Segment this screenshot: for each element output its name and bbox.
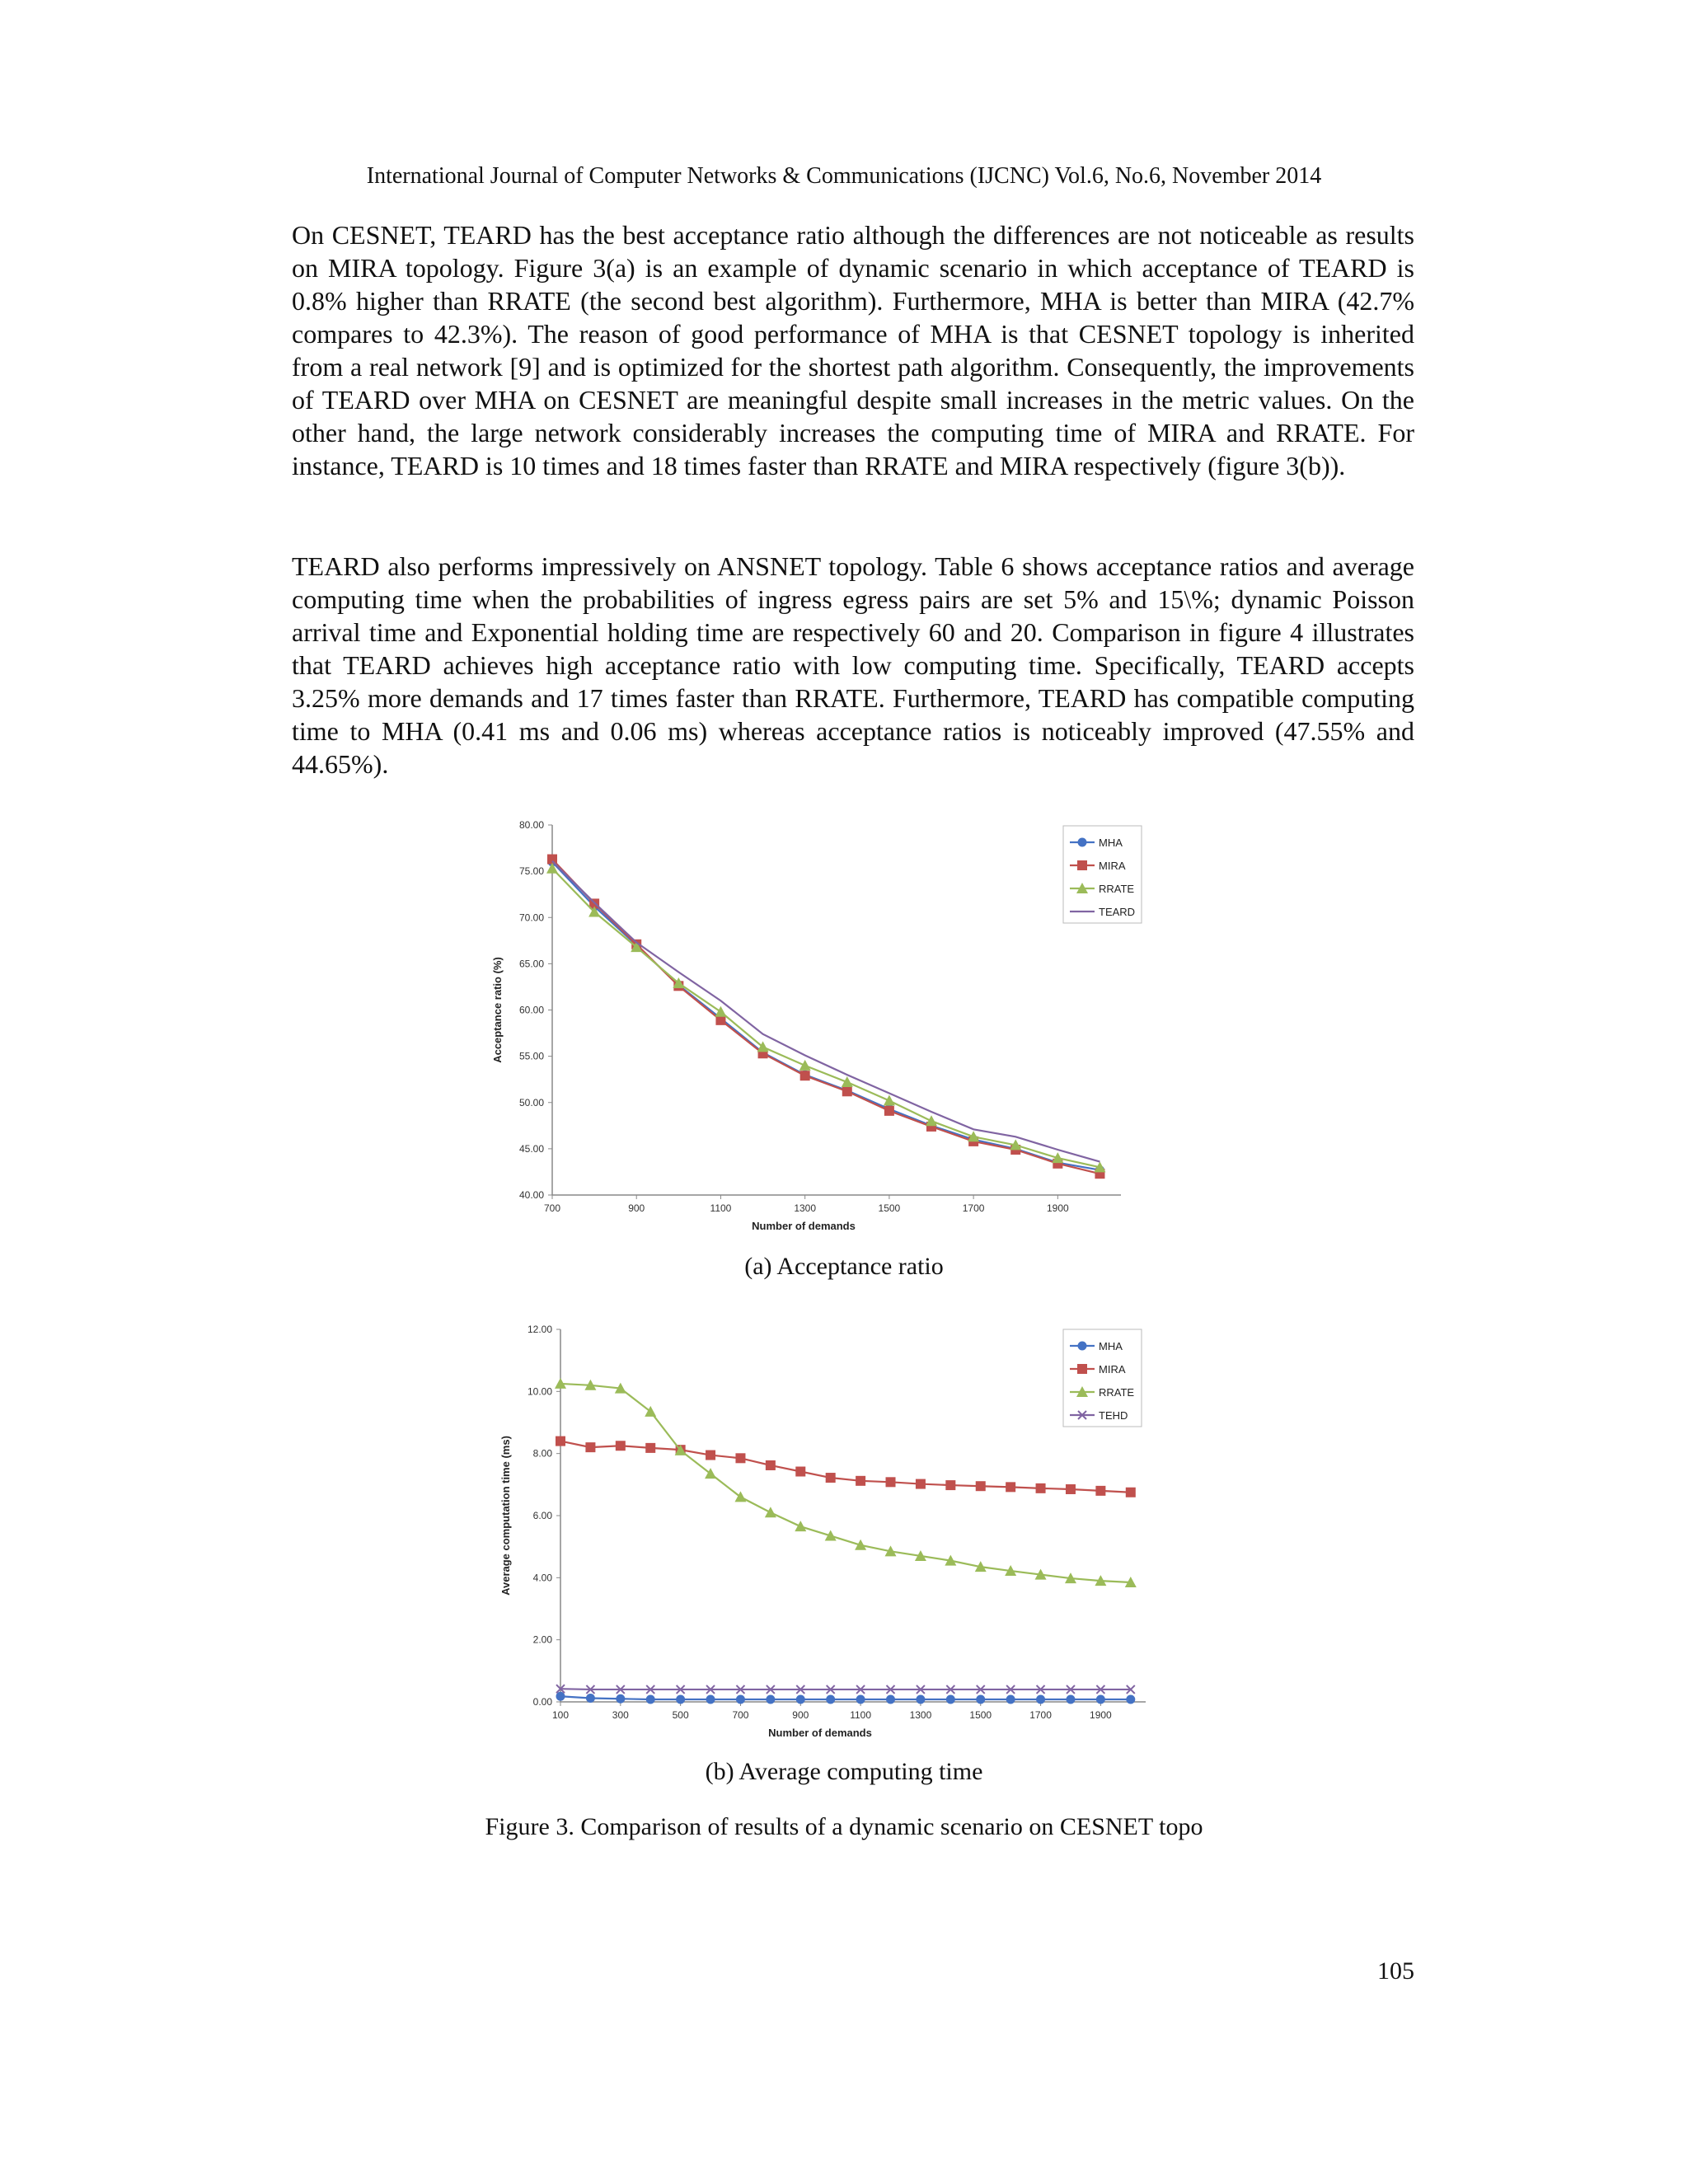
data-point-mira [547,855,557,865]
x-tick-label: 1500 [878,1202,901,1214]
data-point-mira [826,1473,836,1483]
data-point-rrate [968,1131,979,1141]
data-point-mha [1036,1694,1045,1704]
data-point-mira [585,1442,595,1452]
data-point-rrate [799,1060,811,1071]
data-point-mha [916,1694,925,1704]
y-tick-label: 10.00 [527,1385,552,1398]
legend-label-mha: MHA [1099,1340,1123,1352]
caption-acceptance-ratio: (a) Acceptance ratio [744,1253,944,1280]
legend-label-mha: MHA [1099,837,1123,849]
x-tick-label: 700 [732,1709,749,1721]
data-point-mira [795,1467,805,1477]
series-line-tehd [560,1689,1131,1690]
data-point-mha [1066,1694,1075,1704]
data-point-mha [706,1694,715,1704]
y-axis-label: Acceptance ratio (%) [491,957,504,1063]
data-point-mha [886,1694,895,1704]
y-tick-label: 70.00 [518,912,544,924]
y-tick-label: 2.00 [532,1633,552,1646]
y-axis-label: Average computation time (ms) [499,1436,512,1596]
data-point-mha [826,1694,835,1704]
x-axis-label: Number of demands [752,1220,856,1232]
y-tick-label: 12.00 [527,1324,552,1335]
data-point-mha [796,1694,805,1704]
data-point-mha [676,1694,685,1704]
data-point-rrate [842,1076,853,1087]
data-point-mira [706,1451,715,1460]
data-point-mha [736,1694,745,1704]
x-tick-label: 1500 [969,1709,992,1721]
data-point-mha [616,1694,625,1704]
data-point-rrate [715,1006,726,1017]
legend-label-rrate: RRATE [1099,1386,1135,1399]
data-point-mha [586,1694,595,1703]
y-tick-label: 4.00 [532,1572,552,1584]
y-tick-label: 45.00 [518,1142,544,1155]
legend-marker-mha [1078,838,1087,847]
series-line-rrate [560,1384,1131,1582]
x-axis-label: Number of demands [768,1727,872,1739]
data-point-mha [646,1694,655,1704]
y-tick-label: 75.00 [518,865,544,878]
data-point-mira [976,1481,986,1491]
data-point-mira [645,1443,655,1453]
y-tick-label: 8.00 [532,1447,552,1460]
data-point-mira [1126,1488,1136,1497]
data-point-mha [1096,1694,1105,1704]
page-number: 105 [1377,1957,1414,1985]
data-point-mira [1006,1482,1015,1492]
computing-time-chart [495,1315,1203,1751]
data-point-mira [916,1479,926,1489]
data-point-mira [1036,1483,1046,1493]
data-point-mira [884,1106,894,1116]
data-point-mira [556,1436,565,1446]
series-line-mira [552,860,1100,1174]
x-tick-label: 500 [672,1709,689,1721]
y-tick-label: 0.00 [532,1696,552,1708]
y-tick-label: 80.00 [518,819,544,831]
x-tick-label: 900 [792,1709,809,1721]
y-tick-label: 55.00 [518,1050,544,1062]
x-tick-label: 1100 [850,1709,872,1721]
x-tick-label: 1100 [710,1202,732,1214]
data-point-mira [800,1071,810,1080]
data-point-mira [735,1453,745,1463]
x-tick-label: 1900 [1046,1202,1069,1214]
data-point-mha [1006,1694,1015,1704]
x-tick-label: 1300 [909,1709,932,1721]
legend-label-teard: TEARD [1099,906,1136,918]
data-point-mha [766,1694,775,1704]
legend-label-mira: MIRA [1099,1363,1126,1376]
data-point-mha [1126,1694,1135,1704]
paragraph-ansnet: TEARD also performs impressively on ANSNET topology. Table 6 shows acceptance ratios and average computing time when the probabilities of ingress egress pairs are set 5% and 15\%; dynamic Poisson arrival time and Exponential holding time are respectively 60 and 20. Comparison in figure 4 illustrates that TEARD achieves high acceptance ratio with low computing time. Specifically, TEARD accepts 3.25% more demands and 17 times faster than RRATE. Furthermore, TEARD has compatible computing time to MHA (0.41 ms and 0.06 ms) whereas acceptance ratios is noticeably improved (47.55% and 44.65%). [292,551,1414,779]
y-tick-label: 50.00 [518,1096,544,1108]
data-point-rrate [926,1115,937,1126]
data-point-mira [842,1086,852,1096]
figure-caption: Figure 3. Comparison of results of a dynamic scenario on CESNET topo [485,1813,1203,1840]
data-point-mira [945,1480,955,1490]
series-line-rrate [552,869,1100,1168]
journal-header: International Journal of Computer Networks & Communications (IJCNC) Vol.6, No.6, November 2014 [366,163,1322,189]
caption-computing-time: (b) Average computing time [705,1758,983,1785]
data-point-mira [1095,1486,1105,1496]
data-point-mira [616,1441,626,1451]
data-point-mha [976,1694,985,1704]
y-tick-label: 6.00 [532,1510,552,1521]
x-tick-label: 900 [628,1202,645,1214]
legend-marker-mha [1078,1342,1087,1351]
data-point-mha [856,1694,865,1704]
x-tick-label: 1700 [962,1202,985,1214]
data-point-mira [886,1477,896,1487]
y-tick-label: 40.00 [518,1189,544,1201]
y-tick-label: 65.00 [518,958,544,970]
acceptance-ratio-chart [486,812,1195,1240]
data-point-rrate [884,1095,895,1106]
series-line-teard [552,861,1100,1162]
x-tick-label: 100 [551,1709,570,1721]
paragraph-cesnet: On CESNET, TEARD has the best acceptance ratio although the differences are not noticeable as results on MIRA topology. Figure 3(a) is an example of dynamic scenario in which acceptance of TEARD is 0.8% higher than RRATE (the second best algorithm). Furthermore, MHA is better than MIRA (42.7% compares to 42.3%). The reason of good performance of MHA is that CESNET topology is inherited from a real network [9] and is optimized for the shortest path algorithm. Consequently, the improvements of TEARD over MHA on CESNET are meaningful despite small increases in the metric values. On the other hand, the large network considerably increases the computing time of MIRA and RRATE. For instance, TEARD is 10 times and 18 times faster than RRATE and MIRA respectively (figure 3(b)). [292,220,1414,480]
data-point-rrate [765,1507,776,1517]
x-tick-label: 300 [612,1709,629,1721]
legend-marker-mira [1077,1364,1087,1374]
x-tick-label: 700 [543,1202,561,1214]
data-point-mira [766,1460,776,1470]
x-tick-label: 1700 [1029,1709,1052,1721]
series-line-mha [552,862,1100,1170]
data-point-mha [946,1694,955,1704]
data-point-mira [1066,1484,1076,1494]
y-tick-label: 60.00 [518,1004,544,1016]
data-point-rrate [795,1521,806,1531]
x-tick-label: 1900 [1090,1709,1112,1721]
data-point-mira [856,1476,865,1486]
legend-label-rrate: RRATE [1099,883,1135,895]
legend-label-tehd: TEHD [1099,1409,1128,1422]
legend-marker-mira [1077,860,1087,870]
x-tick-label: 1300 [794,1202,817,1214]
legend-label-mira: MIRA [1099,860,1126,872]
